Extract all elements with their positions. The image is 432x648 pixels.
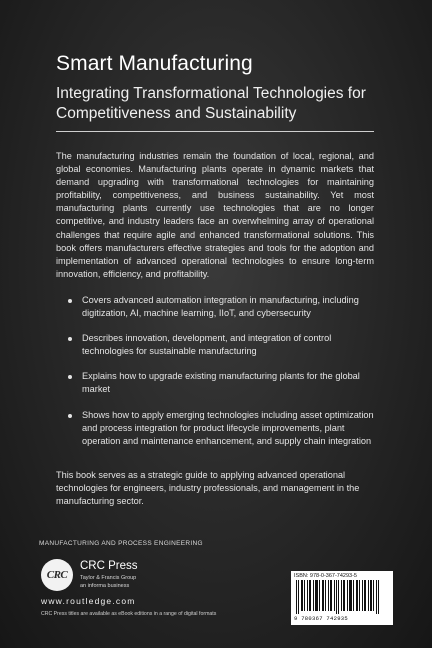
page-subtitle: Integrating Transformational Technologies for Competitiveness and Sustainability <box>56 85 366 122</box>
list-item-text: Explains how to upgrade existing manufacturing plants for the global market <box>82 371 360 395</box>
bullet-icon <box>68 375 72 379</box>
barcode-icon <box>294 580 390 614</box>
page-title: Smart Manufacturing <box>56 52 253 75</box>
bullet-icon <box>68 414 72 418</box>
list-item-text: Shows how to apply emerging technologies including asset optimization and process integration for product lifecycle improvements, plant operation and maintenance enhancement, and supply chain integration <box>82 409 374 446</box>
list-item-text: Describes innovation, development, and integration of control technologies for sustainable manufacturing <box>82 333 332 357</box>
feature-list <box>56 294 374 460</box>
publisher-business: an informa business <box>80 583 130 589</box>
book-description: The manufacturing industries remain the foundation of local, regional, and global economies. Manufacturing plants operate in dynamic markets that demand upgrading with transformational technologies for maintaining profitability, competitiveness, and business sustainability. Yet most manufacturing plants currently use technologies that are no longer competitive, and industry leaders face an overwhelming array of operational challenges that require agile and enhanced transformational solutions. This book offers manufacturers effective strategies and tools for the adoption and implementation of advanced operational technologies to ensure long-term innovation, efficiency, and profitability. <box>56 151 374 279</box>
barcode-number: 9 780367 742935 <box>294 615 349 622</box>
ebook-note: CRC Press titles are available as eBook editions in a range of digital formats <box>41 611 217 617</box>
publisher-name: CRC Press <box>80 560 138 572</box>
title-divider <box>56 131 374 132</box>
list-item <box>56 332 374 358</box>
list-item-text: Covers advanced automation integration in manufacturing, including digitization, AI, machine learning, IIoT, and cybersecurity <box>82 295 359 319</box>
series-name: MANUFACTURING AND PROCESS ENGINEERING <box>39 540 203 547</box>
publisher-group: Taylor & Francis Group <box>80 575 137 581</box>
list-item <box>56 294 374 320</box>
bullet-icon <box>68 337 72 341</box>
bullet-icon <box>68 299 72 303</box>
closing-paragraph: This book serves as a strategic guide to applying advanced operational technologies for engineers, industry professionals, and management in the manufacturing sector. <box>56 470 360 507</box>
barcode-box <box>291 571 393 625</box>
list-item <box>56 370 374 396</box>
isbn-label: ISBN: 978-0-367-74293-5 <box>294 573 357 579</box>
website-link[interactable]: www.routledge.com <box>41 596 136 606</box>
publisher-logo <box>41 559 73 591</box>
logo-text: CRC <box>46 569 68 581</box>
list-item <box>56 409 374 448</box>
